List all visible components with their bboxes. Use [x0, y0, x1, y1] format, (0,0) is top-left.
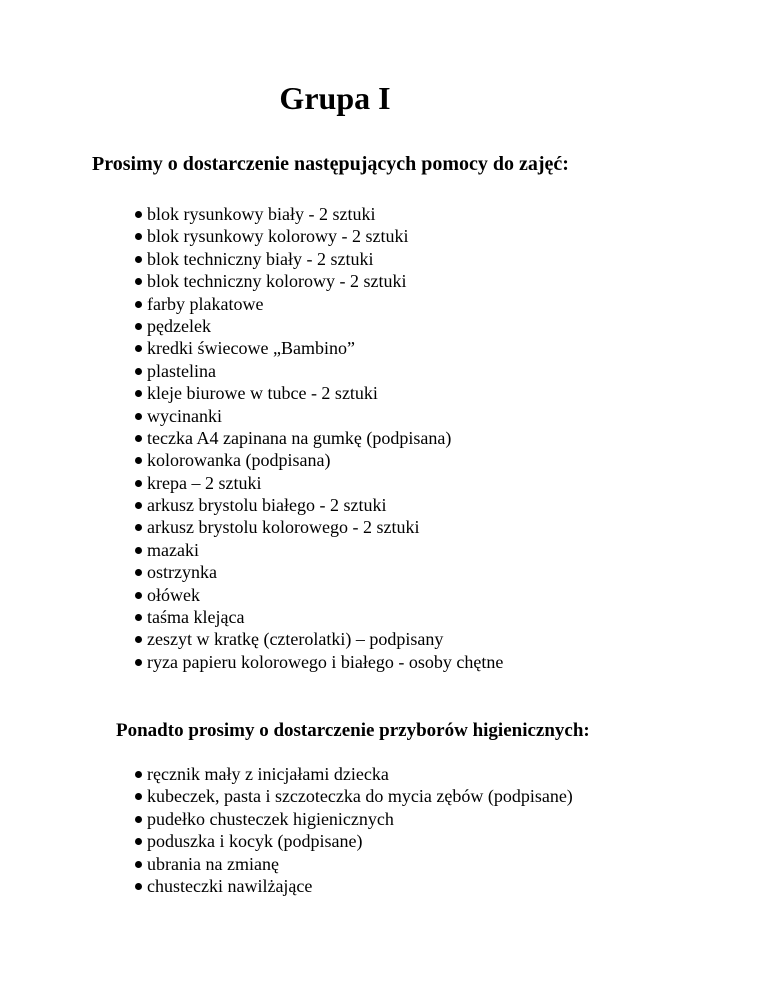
bullet-icon — [135, 502, 142, 509]
hygiene-item — [135, 785, 573, 807]
supply-item — [135, 472, 503, 494]
supply-item — [135, 427, 503, 449]
bullet-icon — [135, 569, 142, 576]
list-item-text: arkusz brystolu białego - 2 sztuki — [147, 495, 387, 516]
bullet-icon — [135, 659, 142, 666]
supplies-list — [135, 203, 503, 673]
supply-item — [135, 561, 503, 583]
bullet-icon — [135, 413, 142, 420]
bullet-icon — [135, 793, 142, 800]
supply-item — [135, 651, 503, 673]
bullet-icon — [135, 301, 142, 308]
supply-item — [135, 382, 503, 404]
list-item-text: ryza papieru kolorowego i białego - osoby chętne — [147, 651, 504, 672]
list-item-text: pędzelek — [147, 315, 211, 336]
section-heading-supplies: Prosimy o dostarczenie następujących pomocy do zajęć: — [92, 153, 569, 175]
list-item-text: ostrzynka — [147, 562, 217, 583]
list-item-text: blok rysunkowy biały - 2 sztuki — [147, 204, 376, 224]
supply-item — [135, 248, 503, 270]
list-item-text: teczka A4 zapinana na gumkę (podpisana) — [147, 427, 452, 448]
list-item-text: taśma klejąca — [147, 607, 245, 628]
hygiene-item — [135, 808, 573, 830]
supply-item — [135, 360, 503, 382]
supply-item — [135, 494, 503, 516]
bullet-icon — [135, 614, 142, 621]
bullet-icon — [135, 592, 142, 599]
supply-item — [135, 628, 503, 650]
list-item-text: mazaki — [147, 539, 199, 560]
list-item-text: krepa – 2 sztuki — [147, 472, 262, 493]
list-item-text: chusteczki nawilżające — [147, 875, 313, 896]
bullet-icon — [135, 480, 142, 487]
list-item-text: plastelina — [147, 360, 216, 381]
bullet-icon — [135, 256, 142, 263]
supply-item — [135, 225, 503, 247]
bullet-icon — [135, 524, 142, 531]
bullet-icon — [135, 390, 142, 397]
bullet-icon — [135, 816, 142, 823]
hygiene-item — [135, 875, 573, 897]
supply-item — [135, 405, 503, 427]
list-item-text: ręcznik mały z inicjałami dziecka — [147, 764, 389, 784]
bullet-icon — [135, 883, 142, 890]
list-item-text: wycinanki — [147, 405, 222, 426]
list-item-text: blok techniczny kolorowy - 2 sztuki — [147, 271, 407, 292]
supply-item — [135, 337, 503, 359]
list-item-text: arkusz brystolu kolorowego - 2 sztuki — [147, 517, 420, 538]
list-item-text: poduszka i kocyk (podpisane) — [147, 831, 363, 852]
supply-item — [135, 539, 503, 561]
list-item-text: blok rysunkowy kolorowy - 2 sztuki — [147, 226, 409, 247]
supply-item — [135, 315, 503, 337]
bullet-icon — [135, 368, 142, 375]
supply-item — [135, 449, 503, 471]
list-item-text: farby plakatowe — [147, 293, 264, 314]
hygiene-list — [135, 763, 573, 897]
supply-item — [135, 584, 503, 606]
list-item-text: kredki świecowe „Bambino” — [147, 338, 355, 359]
bullet-icon — [135, 861, 142, 868]
bullet-icon — [135, 233, 142, 240]
list-item-text: kolorowanka (podpisana) — [147, 450, 331, 471]
supply-item — [135, 270, 503, 292]
list-item-text: ubrania na zmianę — [147, 853, 279, 874]
bullet-icon — [135, 211, 142, 218]
supply-item — [135, 516, 503, 538]
list-item-text: blok techniczny biały - 2 sztuki — [147, 248, 374, 269]
bullet-icon — [135, 435, 142, 442]
bullet-icon — [135, 838, 142, 845]
hygiene-item — [135, 830, 573, 852]
page-title: Grupa I — [279, 80, 391, 116]
supply-item — [135, 293, 503, 315]
bullet-icon — [135, 457, 142, 464]
hygiene-item — [135, 763, 573, 785]
bullet-icon — [135, 771, 142, 778]
list-item-text: kubeczek, pasta i szczoteczka do mycia zębów (podpisane) — [147, 786, 573, 807]
supply-item — [135, 606, 503, 628]
list-item-text: ołówek — [147, 584, 200, 605]
bullet-icon — [135, 278, 142, 285]
hygiene-item — [135, 853, 573, 875]
bullet-icon — [135, 636, 142, 643]
bullet-icon — [135, 323, 142, 330]
list-item-text: zeszyt w kratkę (czterolatki) – podpisany — [147, 629, 444, 650]
list-item-text: pudełko chusteczek higienicznych — [147, 808, 394, 829]
bullet-icon — [135, 345, 142, 352]
section-heading-hygiene: Ponadto prosimy o dostarczenie przyborów higienicznych: — [116, 720, 590, 741]
supply-item — [135, 203, 503, 225]
bullet-icon — [135, 547, 142, 554]
list-item-text: kleje biurowe w tubce - 2 sztuki — [147, 383, 378, 404]
